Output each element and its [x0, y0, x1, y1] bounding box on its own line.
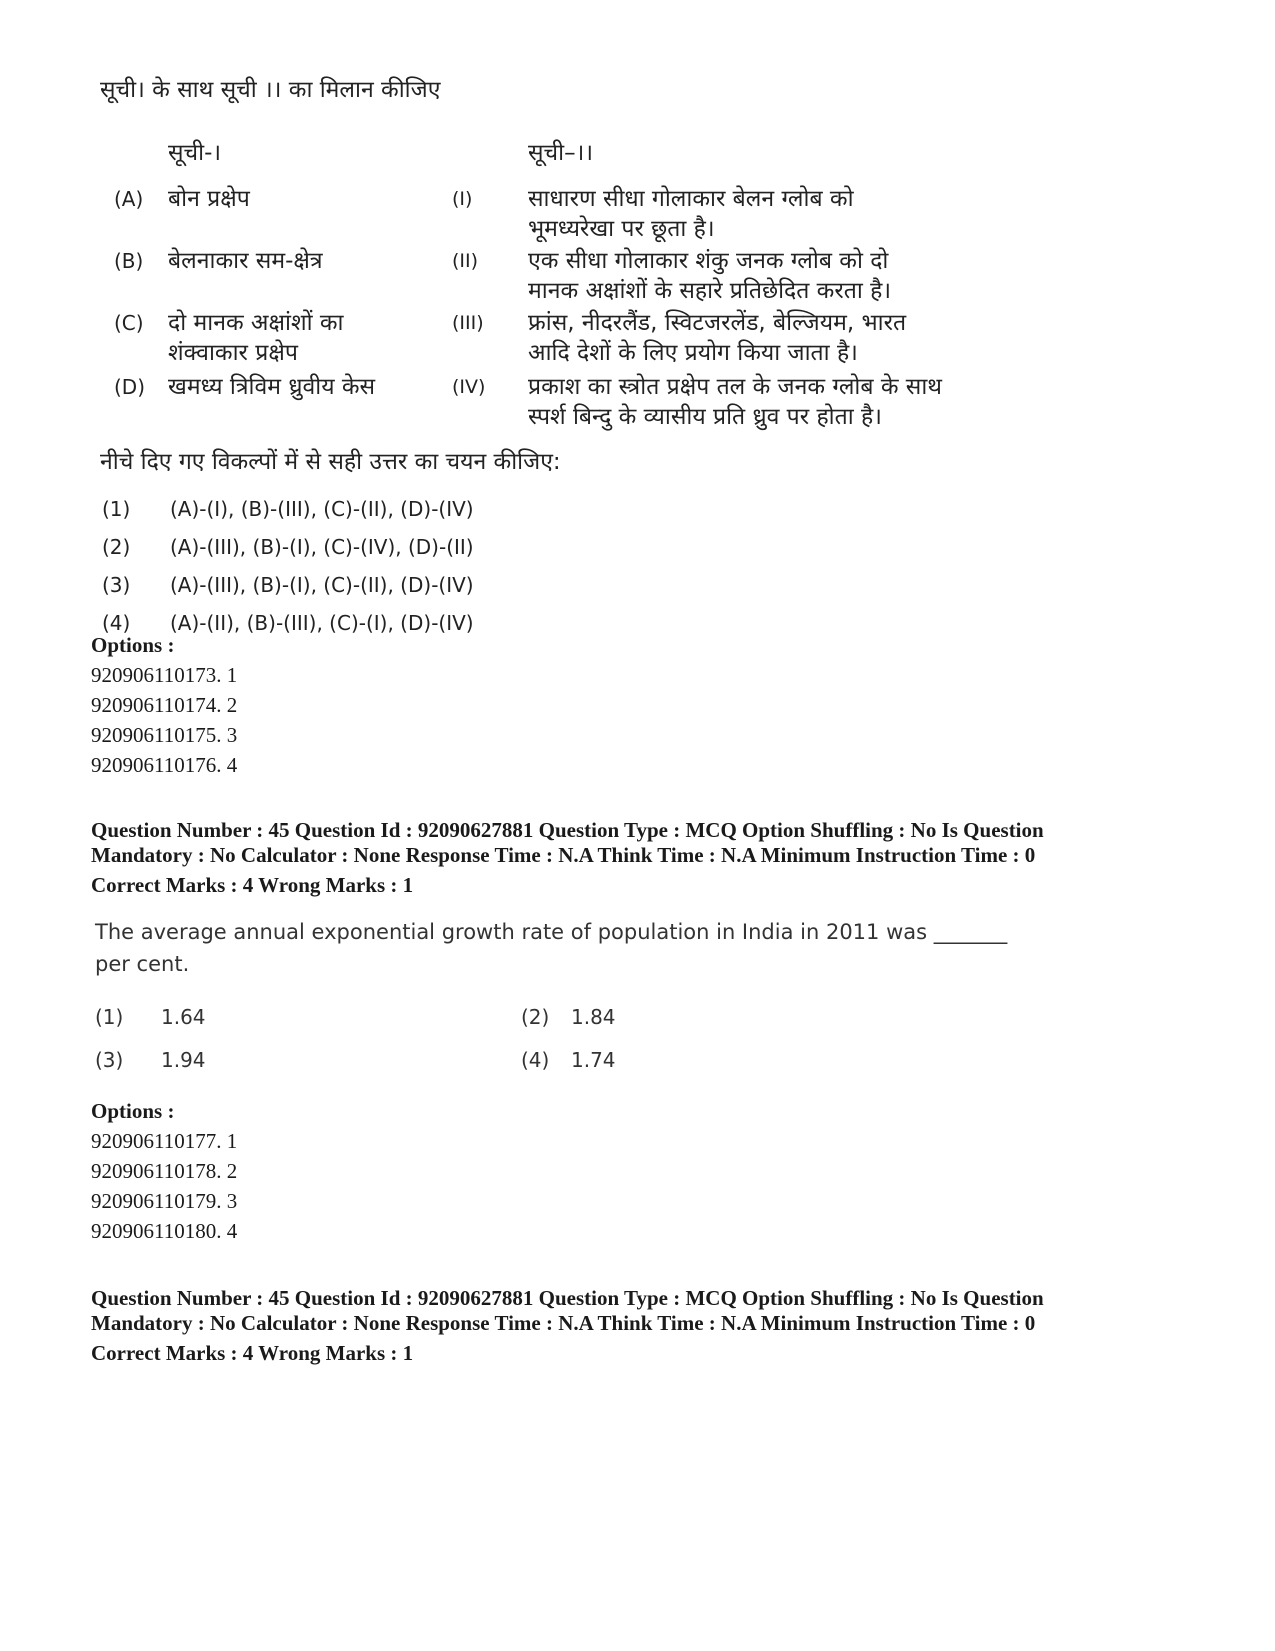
choice-value: 1.74	[571, 1048, 616, 1072]
row-label-left: (D)	[114, 375, 146, 399]
question-meta-1	[91, 818, 1191, 898]
question-meta-line: Mandatory : No Calculator : None Response Time : N.A Think Time : N.A Minimum Instruction Time : 0	[91, 843, 1036, 867]
row-text-right: साधारण सीधा गोलाकार बेलन ग्लोब को भूमध्यरेखा पर छूता है।	[528, 186, 854, 242]
row-text-left: बोन प्रक्षेप	[168, 186, 250, 212]
list2-heading: सूची–।।	[528, 140, 594, 166]
answer-text: (A)-(III), (B)-(I), (C)-(II), (D)-(IV)	[170, 573, 474, 597]
question-meta-line: Mandatory : No Calculator : None Response Time : N.A Think Time : N.A Minimum Instruction Time : 0	[91, 1311, 1036, 1335]
option-id-line: 920906110175. 3	[91, 723, 238, 747]
choice-number: (1)	[95, 1005, 124, 1029]
choice-value: 1.94	[161, 1048, 206, 1072]
options-block-1	[91, 630, 1191, 780]
choice-number: (4)	[521, 1048, 550, 1072]
answer-text: (A)-(II), (B)-(III), (C)-(I), (D)-(IV)	[170, 611, 474, 635]
option-id-line: 920906110180. 4	[91, 1219, 238, 1243]
match-question-heading: सूची। के साथ सूची ।। का मिलान कीजिए	[100, 77, 441, 103]
choice-value: 1.64	[161, 1005, 206, 1029]
row-label-right: (IV)	[452, 376, 486, 398]
row-label-right: (III)	[452, 312, 484, 334]
row-text-right: प्रकाश का स्त्रोत प्रक्षेप तल के जनक ग्लोब के साथ स्पर्श बिन्दु के व्यासीय प्रति ध्रुव पर होता है।	[528, 374, 942, 430]
answer-number: (2)	[102, 535, 131, 559]
answer-number: (4)	[102, 611, 131, 635]
choice-value: 1.84	[571, 1005, 616, 1029]
answer-item	[100, 490, 700, 528]
option-id-line: 920906110176. 4	[91, 753, 238, 777]
option-id-line: 920906110178. 2	[91, 1159, 238, 1183]
choice-number: (2)	[521, 1005, 550, 1029]
row-text-left: दो मानक अक्षांशों का शंक्वाकार प्रक्षेप	[168, 310, 344, 366]
answer-item	[100, 566, 700, 604]
answer-list	[100, 490, 700, 642]
options-title: Options :	[91, 1099, 175, 1123]
row-label-right: (II)	[452, 250, 479, 272]
row-text-left: खमध्य त्रिविम ध्रुवीय केस	[168, 374, 376, 400]
row-text-right: फ्रांस, नीदरलैंड, स्विटजरलेंड, बेल्जियम, भारत आदि देशों के लिए प्रयोग किया जाता है।	[528, 310, 907, 366]
option-id-line: 920906110179. 3	[91, 1189, 238, 1213]
marks-line: Correct Marks : 4 Wrong Marks : 1	[91, 873, 414, 897]
row-text-right: एक सीधा गोलाकार शंकु जनक ग्लोब को दो मानक अक्षांशों के सहारे प्रतिछेदित करता है।	[528, 248, 892, 304]
marks-line: Correct Marks : 4 Wrong Marks : 1	[91, 1341, 414, 1365]
answer-number: (1)	[102, 497, 131, 521]
option-id-line: 920906110174. 2	[91, 693, 238, 717]
answer-item	[100, 528, 700, 566]
row-label-left: (A)	[114, 187, 144, 211]
question-choices	[95, 1002, 1045, 1092]
row-label-left: (B)	[114, 249, 144, 273]
answer-text: (A)-(I), (B)-(III), (C)-(II), (D)-(IV)	[170, 497, 474, 521]
row-label-right: (I)	[452, 188, 473, 210]
row-text-left: बेलनाकार सम-क्षेत्र	[168, 248, 323, 274]
answer-text: (A)-(III), (B)-(I), (C)-(IV), (D)-(II)	[170, 535, 474, 559]
question-45	[95, 916, 1045, 1092]
question-meta-2	[91, 1286, 1191, 1366]
row-label-left: (C)	[114, 311, 144, 335]
match-question	[100, 72, 1100, 635]
choice-number: (3)	[95, 1048, 124, 1072]
options-title: Options :	[91, 633, 175, 657]
question-meta-line: Question Number : 45 Question Id : 92090627881 Question Type : MCQ Option Shuffling : No Is Question	[91, 818, 1044, 842]
options-block-2	[91, 1096, 1191, 1246]
option-id-line: 920906110177. 1	[91, 1129, 238, 1153]
option-id-line: 920906110173. 1	[91, 663, 238, 687]
question-stem: The average annual exponential growth rate of population in India in 2011 was _______ per cent.	[95, 920, 1008, 976]
answer-number: (3)	[102, 573, 131, 597]
list1-heading: सूची-।	[168, 140, 222, 166]
question-meta-line: Question Number : 45 Question Id : 92090627881 Question Type : MCQ Option Shuffling : No Is Question	[91, 1286, 1044, 1310]
match-instruction: नीचे दिए गए विकल्पों में से सही उत्तर का चयन कीजिए:	[100, 449, 561, 475]
